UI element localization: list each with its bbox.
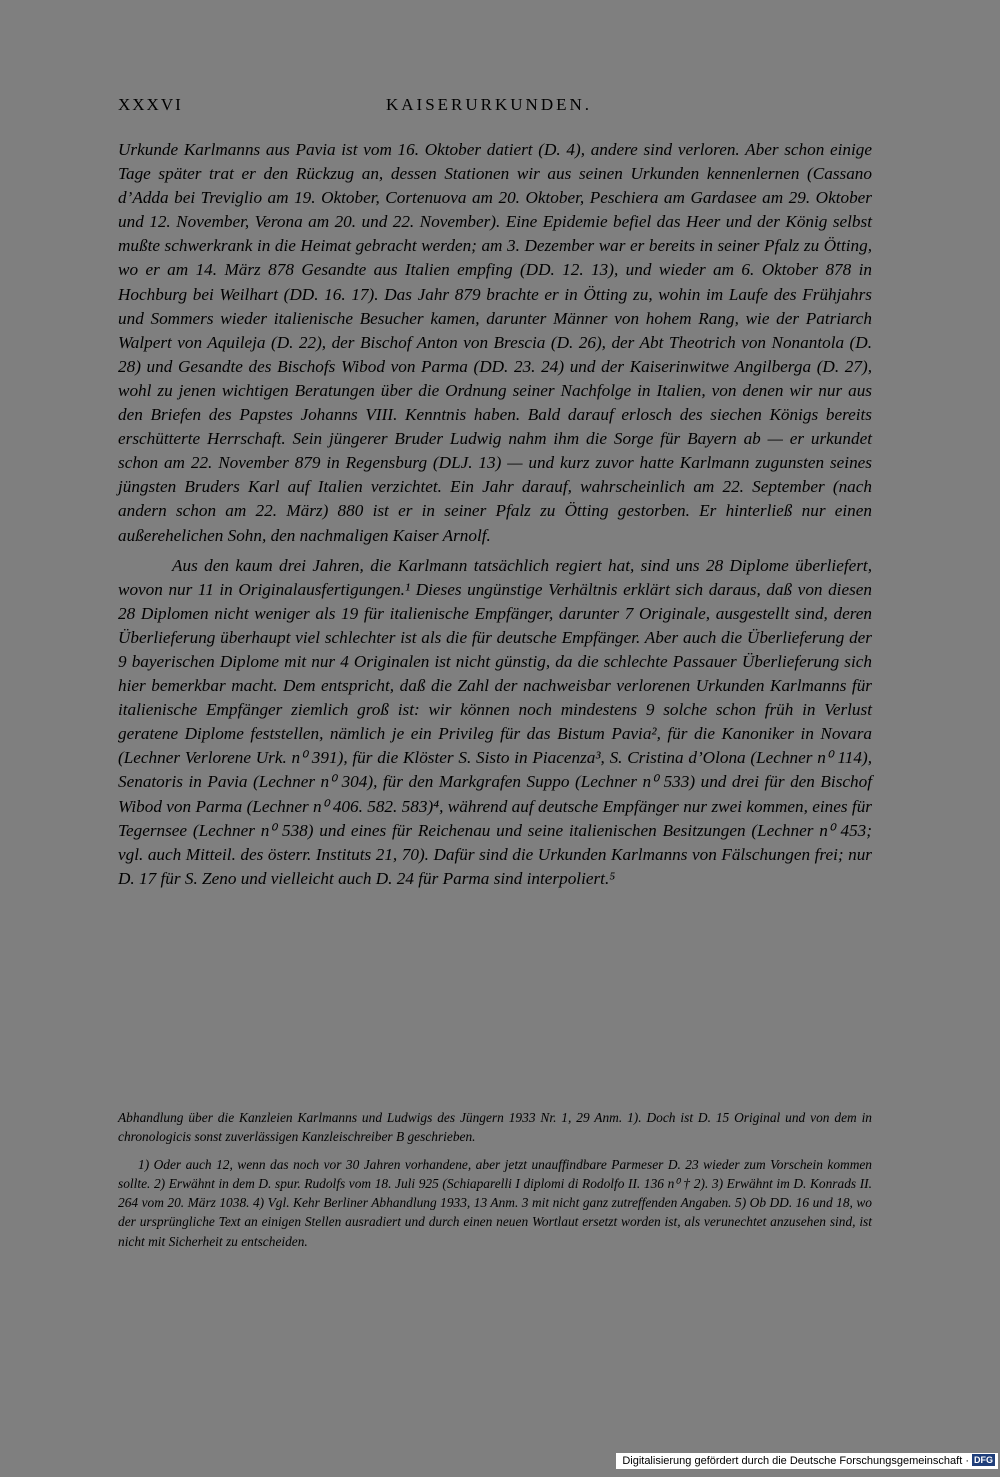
- dfg-logo: DFG: [974, 1455, 993, 1465]
- page-header: [118, 95, 872, 119]
- paragraph-2: Aus den kaum drei Jahren, die Karlmann tatsächlich regiert hat, sind uns 28 Diplome überliefert, wovon nur 11 in Originalausfertigungen.¹ Dieses ungünstige Verhältnis erklärt sich daraus, daß von diesen 28 Diplomen nicht weniger als 19 für italienische Empfänger, darunter 7 Originale, ausgestellt sind, deren Überlieferung überhaupt viel schlechter ist als die für deutsche Empfänger. Aber auch die Überlieferung der 9 bayerischen Diplome mit nur 4 Originalen ist nicht günstig, da die schlechte Passauer Überlieferung sich hier bemerkbar macht. Dem entspricht, daß die Zahl der nachweisbar verlorenen Urkunden Karlmanns für italienische Empfänger ziemlich groß ist: wir können noch mindestens 9 solche schon früh in Verlust geratene Diplome feststellen, nämlich je ein Privileg für das Bistum Pavia², für die Kanoniker in Novara (Lechner Verlorene Urk. n⁰ 391), für die Klöster S. Sisto in Piacenza³, S. Cristina d’Olona (Lechner n⁰ 114), Senatoris in Pavia (Lechner n⁰ 304), für den Markgrafen Suppo (Lechner n⁰ 533) und drei für den Bischof Wibod von Parma (Lechner n⁰ 406. 582. 583)⁴, während auf deutsche Empfänger nur zwei kommen, eines für Tegernsee (Lechner n⁰ 538) und eines für Reichenau und seine italienischen Besitzungen (Lechner n⁰ 453; vgl. auch Mitteil. des österr. Instituts 21, 70). Dafür sind die Urkunden Karlmanns von Fälschungen frei; nur D. 17 für S. Zeno und vielleicht auch D. 24 für Parma sind interpoliert.⁵: [118, 555, 872, 888]
- paragraph-1: Urkunde Karlmanns aus Pavia ist vom 16. Oktober datiert (D. 4), andere sind verloren. Aber schon einige Tage später trat er den Rückzug an, dessen Stationen wir aus seinen Urkunden kennenlernen (Cassano d’Adda bei Treviglio am 19. Oktober, Cortenuova am 20. Oktober, Peschiera am Gardasee am 29. Oktober und 12. November, Verona am 20. und 22. November). Eine Epidemie befiel das Heer und der König selbst mußte schwerkrank in die Heimat gebracht werden; am 3. Dezember war er bereits in seiner Pfalz zu Ötting, wo er am 14. März 878 Gesandte aus Italien empfing (DD. 12. 13), und wieder am 6. Oktober 878 in Hochburg bei Weilhart (DD. 16. 17). Das Jahr 879 brachte er in Ötting zu, wohin im Laufe des Frühjahrs und Sommers wieder italienische Besucher kamen, darunter Männer von hohem Rang, wie der Patriarch Walpert von Aquileja (D. 22), der Bischof Anton von Brescia (D. 26), der Abt Theotrich von Nonantola (D. 28) und Gesandte des Bischofs Wibod von Parma (DD. 23. 24) und der Kaiserinwitwe Angilberga (D. 27), wohl zu jenen wichtigen Beratungen über die Ordnung seiner Nachfolge in Italien, von denen wir nur aus den Briefen des Papstes Johanns VIII. Kenntnis haben. Bald darauf erlosch des siechen Königs bereits erschütterte Herrschaft. Sein jüngerer Bruder Ludwig nahm ihm die Sorge für Bayern ab — er urkundet schon am 22. November 879 in Regensburg (DLJ. 13) — und kurz zuvor hatte Karlmann zugunsten seines jüngsten Bruders Karl auf Italien verzichtet. Ein Jahr darauf, wahrscheinlich am 22. September (nach andern schon am 22. März) 880 ist er in seiner Pfalz zu Ötting gestorben. Er hinterließ nur einen außerehelichen Sohn, den nachmaligen Kaiser Arnolf.: [118, 140, 872, 545]
- body-text: [118, 138, 872, 891]
- footnote-continuation: Abhandlung über die Kanzleien Karlmanns und Ludwigs des Jüngern 1933 Nr. 1, 29 Anm. 1). Doch ist D. 15 Original und von dem in chronologicis sonst zuverlässigen Kanzleischreiber B geschrieben.: [118, 1110, 872, 1145]
- page-number: XXXVI: [118, 95, 183, 114]
- footnotes: [118, 1108, 872, 1251]
- footnote-list: 1) Oder auch 12, wenn das noch vor 30 Jahren vorhandene, aber jetzt unauffindbare Parmeser D. 23 wieder zum Vorschein kommen sollte. 2) Erwähnt in dem D. spur. Rudolfs vom 18. Juli 925 (Schiaparelli I diplomi di Rodolfo II. 136 n⁰ † 2). 3) Erwähnt im D. Konrads II. 264 vom 20. März 1038. 4) Vgl. Kehr Berliner Abhandlung 1933, 13 Anm. 3 mit nicht ganz zutreffenden Angaben. 5) Ob DD. 16 und 18, wo der ursprüngliche Text an einigen Stellen ausradiert und durch einen neuen Wortlaut ersetzt worden ist, als verunechtet anzusehen sind, ist nicht mit Sicherheit zu entscheiden.: [118, 1156, 872, 1249]
- credit-text: Digitalisierung gefördert durch die Deutsche Forschungsgemeinschaft ·: [622, 1455, 969, 1467]
- running-head: KAISERURKUNDEN.: [386, 95, 593, 114]
- digitization-credit: [616, 1453, 998, 1469]
